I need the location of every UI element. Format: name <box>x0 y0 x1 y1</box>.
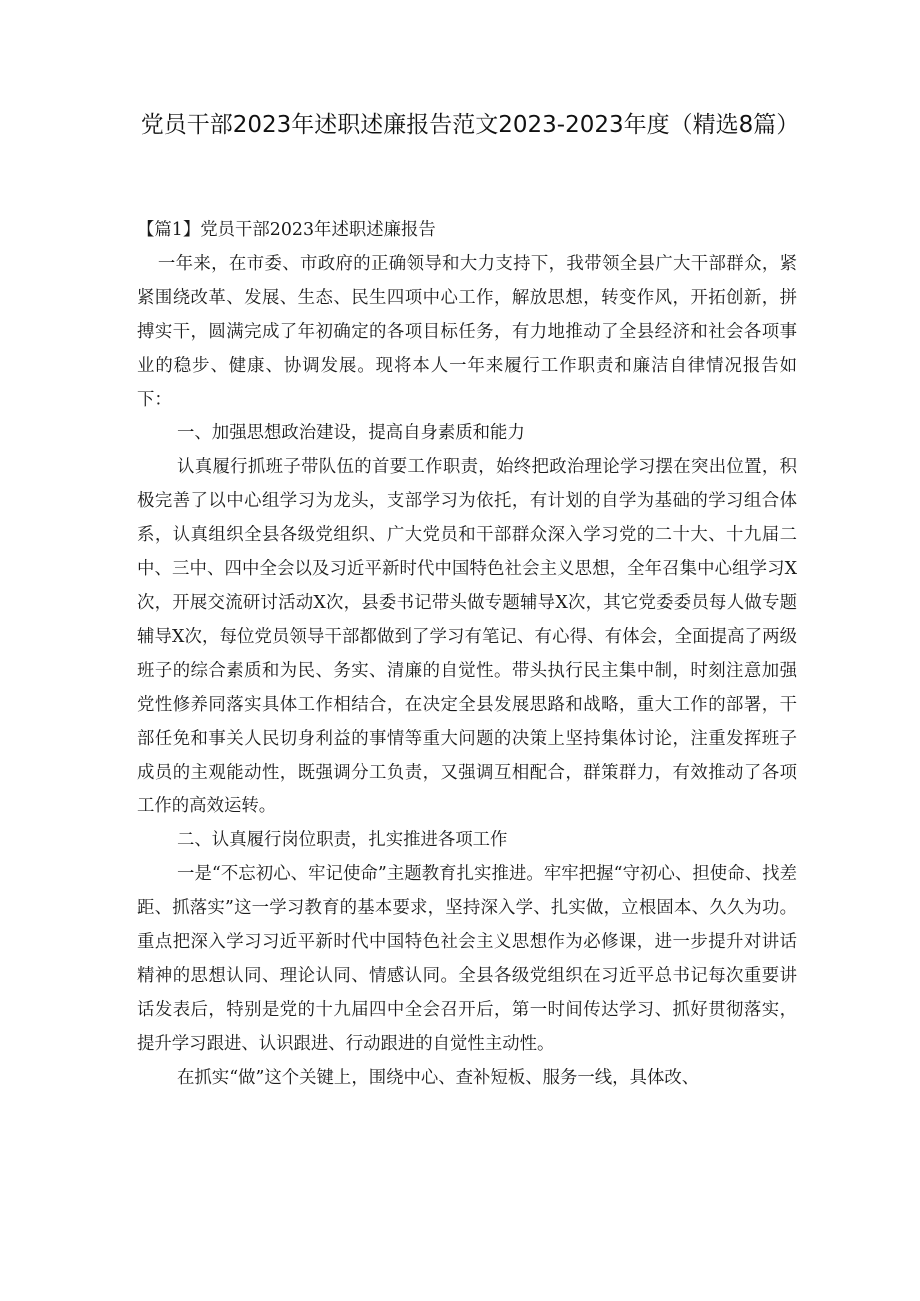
paragraph-part-one: 认真履行抓班子带队伍的首要工作职责，始终把政治理论学习摆在突出位置，积极完善了以中心组学习为龙头，支部学习为依托，有计划的自学为基础的学习组合体系，认真组织全县各级党组织、广大党员和干部群众深入学习党的二十大、十九届二中、三中、四中全会以及习近平新时代中国特色社会主义思想，全年召集中心组学习X次，开展交流研讨活动X次，县委书记带头做专题辅导X次，其它党委委员每人做专题辅导X次，每位党员领导干部都做到了学习有笔记、有心得、有体会，全面提高了两级班子的综合素质和为民、务实、清廉的自觉性。带头执行民主集中制，时刻注意加强党性修养同落实具体工作相结合，在决定全县发展思路和战略，重大工作的部署，干部任免和事关人民切身利益的事情等重大问题的决策上坚持集体讨论，注重发挥班子成员的主观能动性，既强调分工负责，又强调互相配合，群策群力，有效推动了各项工作的高效运转。 <box>137 457 797 817</box>
paragraph-theme-education: 一是“不忘初心、牢记使命”主题教育扎实推进。牢牢把握“守初心、担使命、找差距、抓落实”这一学习教育的基本要求，坚持深入学、扎实做，立根固本、久久为功。重点把深入学习习近平新时代中国特色社会主义思想作为必修课，进一步提升对讲话精神的思想认同、理论认同、情感认同。全县各级党组织在习近平总书记每次重要讲话发表后，特别是党的十九届四中全会召开后，第一时间传达学习、抓好贯彻落实，提升学习跟进、认识跟进、行动跟进的自觉性主动性。 <box>137 864 797 1054</box>
heading-part-one: 一、加强思想政治建设，提高自身素质和能力 <box>177 423 525 444</box>
document-body <box>137 214 797 1096</box>
heading-part-two: 二、认真履行岗位职责，扎实推进各项工作 <box>177 830 508 851</box>
paragraph-do-key: 在抓实“做”这个关键上，围绕中心、查补短板、服务一线，具体改、 <box>177 1067 700 1088</box>
paragraph-intro: 一年来，在市委、市政府的正确领导和大力支持下，我带领全县广大干部群众，紧紧围绕改革、发展、生态、民生四项中心工作，解放思想，转变作风，开拓创新，拼搏实干，圆满完成了年初确定的各项目标任务，有力地推动了全县经济和社会各项事业的稳步、健康、协调发展。现将本人一年来履行工作职责和廉洁自律情况报告如下： <box>137 253 797 410</box>
section-heading: 【篇1】党员干部2023年述职述廉报告 <box>137 220 436 240</box>
document-title: 党员干部2023年述职述廉报告范文2023-2023年度（精选8篇） <box>140 112 800 138</box>
